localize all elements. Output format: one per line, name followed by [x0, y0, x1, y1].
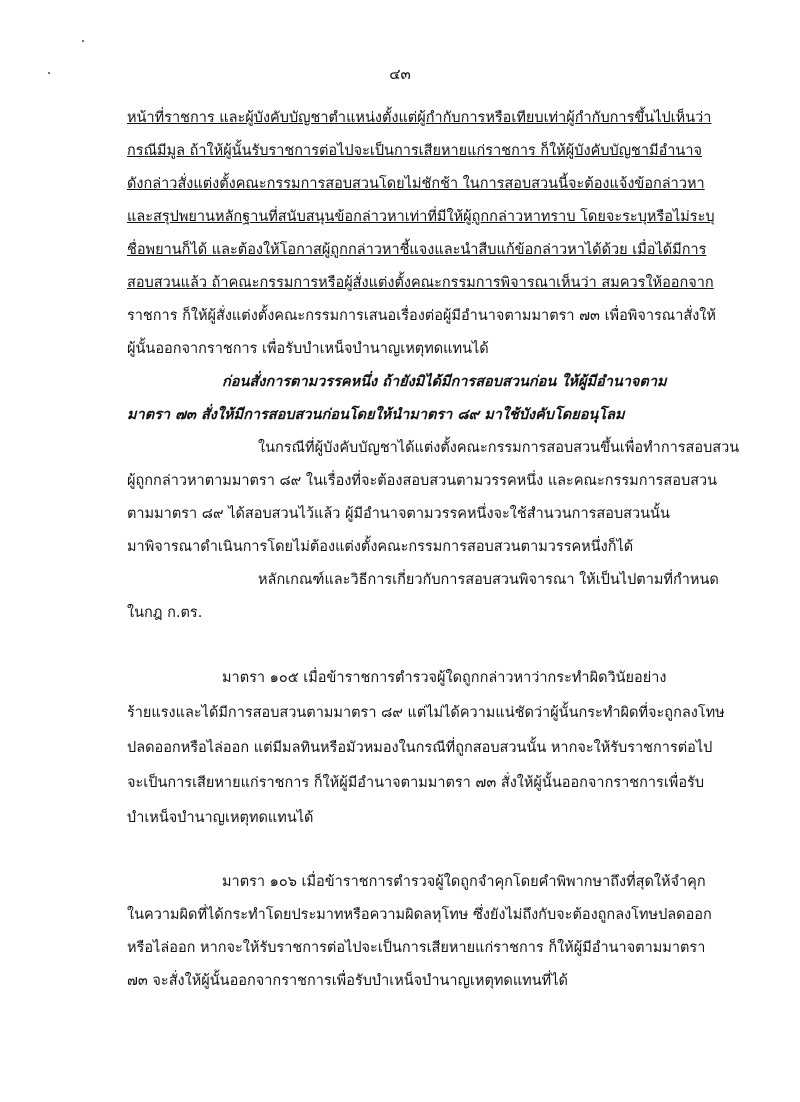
section-105-line: จะเป็นการเสียหายแก่ราชการ ก็ให้ผู้มีอำนาจตามมาตรา ๗๓ สั่งให้ผู้นั้นออกจากราชการเพื่อรับ [127, 775, 705, 791]
paragraph-line: ผู้ถูกกล่าวหาตามมาตรา ๘๙ ในเรื่องที่จะต้องสอบสวนตามวรรคหนึ่ง และคณะกรรมการสอบสวน [127, 473, 718, 489]
paragraph-line: ชื่อพยานก็ได้ และต้องให้โอกาสผู้ถูกกล่าวหาชี้แจงและนำสืบแก้ข้อกล่าวหาได้ด้วย เมื่อได้มีการ [127, 242, 707, 258]
section-106-line: ในความผิดที่ได้กระทำโดยประมาทหรือความผิดลหุโทษ ซึ่งยังไม่ถึงกับจะต้องถูกลงโทษปลดออก [127, 907, 712, 923]
paragraph-line: สอบสวนแล้ว ถ้าคณะกรรมการหรือผู้สั่งแต่งตั้งคณะกรรมการพิจารณาเห็นว่า สมควรให้ออกจาก [127, 275, 714, 291]
section-105-line: บำเหน็จบำนาญเหตุทดแทนได้ [127, 810, 314, 826]
paragraph-line: ผู้นั้นออกจากราชการ เพื่อรับบำเหน็จบำนาญเหตุทดแทนได้ [127, 341, 489, 357]
paragraph-line: มาพิจารณาดำเนินการโดยไม่ต้องแต่งตั้งคณะกรรมการสอบสวนตามวรรคหนึ่งก็ได้ [127, 539, 634, 555]
section-105-line: ปลดออกหรือไล่ออก แต่มีมลทินหรือมัวหมองในกรณีที่ถูกสอบสวนนั้น หากจะให้รับราชการต่อไป [127, 740, 713, 756]
italic-paragraph-line: มาตรา ๗๓ สั่งให้มีการสอบสวนก่อนโดยให้นำมาตรา ๘๙ มาใช้บังคับโดยอนุโลม [127, 407, 625, 423]
paragraph-line: และสรุปพยานหลักฐานที่สนับสนุนข้อกล่าวหาเท่าที่มีให้ผู้ถูกกล่าวหาทราบ โดยจะระบุหรือไม่ระบุ [127, 209, 715, 225]
section-106-line: มาตรา ๑๐๖ เมื่อข้าราชการตำรวจผู้ใดถูกจำคุกโดยคำพิพากษาถึงที่สุดให้จำคุก [222, 874, 706, 890]
scan-speck [82, 40, 84, 42]
paragraph-line: ในกรณีที่ผู้บังคับบัญชาได้แต่งตั้งคณะกรรมการสอบสวนขึ้นเพื่อทำการสอบสวน [258, 440, 740, 456]
section-106-line: หรือไล่ออก หากจะให้รับราชการต่อไปจะเป็นการเสียหายแก่ราชการ ก็ให้ผู้มีอำนาจตามมาตรา [127, 940, 706, 956]
paragraph-line: กรณีมีมูล ถ้าให้ผู้นั้นรับราชการต่อไปจะเป็นการเสียหายแก่ราชการ ก็ให้ผู้บังคับบัญชามีอำนาจ [127, 143, 702, 159]
paragraph-line: ตามมาตรา ๘๙ ได้สอบสวนไว้แล้ว ผู้มีอำนาจตามวรรคหนึ่งจะใช้สำนวนการสอบสวนนั้น [127, 506, 670, 522]
paragraph-line: หลักเกณฑ์และวิธีการเกี่ยวกับการสอบสวนพิจารณา ให้เป็นไปตามที่กำหนด [258, 572, 719, 588]
page-number: ๔๓ [389, 65, 411, 83]
paragraph-line: หน้าที่ราชการ และผู้บังคับบัญชาตำแหน่งตั้งแต่ผู้กำกับการหรือเทียบเท่าผู้กำกับการขึ้นไปเห็นว่า [127, 110, 712, 126]
paragraph-line: ดังกล่าวสั่งแต่งตั้งคณะกรรมการสอบสวนโดยไม่ชักช้า ในการสอบสวนนี้จะต้องแจ้งข้อกล่าวหา [127, 176, 705, 192]
section-105-line: มาตรา ๑๐๕ เมื่อข้าราชการตำรวจผู้ใดถูกกล่าวหาว่ากระทำผิดวินัยอย่าง [222, 670, 667, 686]
section-105-line: ร้ายแรงและได้มีการสอบสวนตามมาตรา ๘๙ แต่ไม่ได้ความแน่ชัดว่าผู้นั้นกระทำผิดที่จะถูกลงโทษ [127, 705, 725, 721]
section-106-line: ๗๓ จะสั่งให้ผู้นั้นออกจากราชการเพื่อรับบำเหน็จบำนาญเหตุทดแทนที่ได้ [127, 973, 568, 989]
italic-paragraph-line: ก่อนสั่งการตามวรรคหนึ่ง ถ้ายังมิได้มีการสอบสวนก่อน ให้ผู้มีอำนาจตาม [222, 374, 667, 390]
paragraph-line: ราชการ ก็ให้ผู้สั่งแต่งตั้งคณะกรรมการเสนอเรื่องต่อผู้มีอำนาจตามมาตรา ๗๓ เพื่อพิจารณาสั่งให้ [127, 308, 716, 324]
paragraph-line: ในกฎ ก.ตร. [127, 605, 203, 621]
